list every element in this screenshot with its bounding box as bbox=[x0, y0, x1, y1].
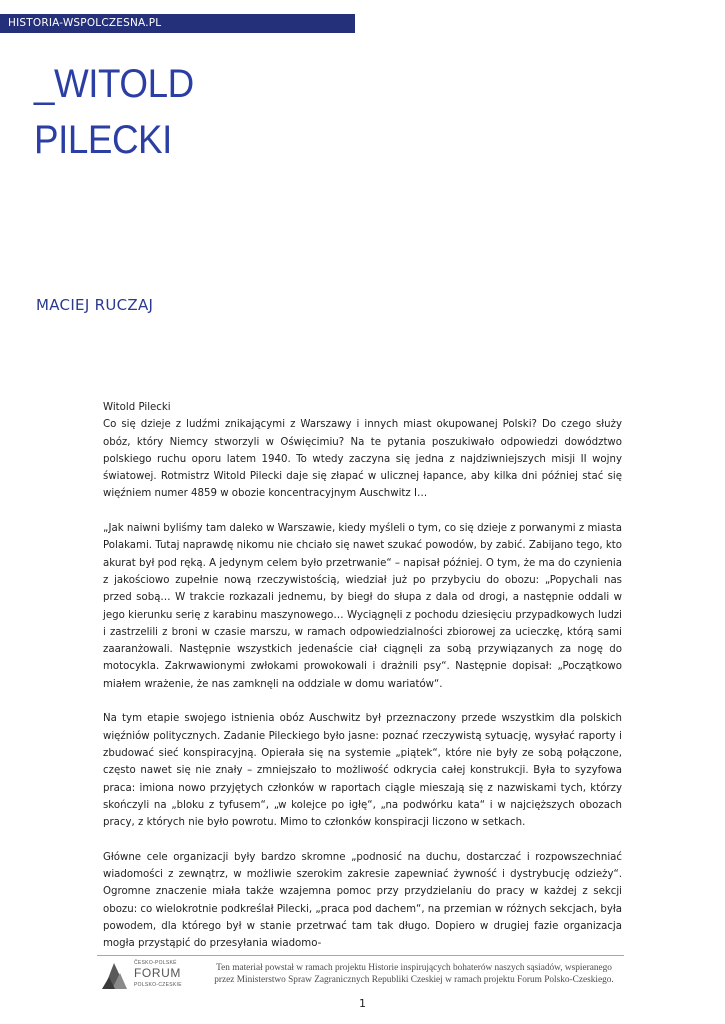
logo-text-polish: POLSKO-CZESKIE bbox=[134, 982, 182, 988]
paragraph-1: Co się dzieje z ludźmi znikającymi z Warszawy i innych miast okupowanej Polski? Do czego służy obóz, który Niemcy stworzyli w Oświęcimiu? Na te pytania poszukiwało odpowiedzi dowództwo polskiego ruchu oporu latem 1940. To wtedy zaczyna się jedna z najdziwniejszych misji II wojny światowej. Rotmistrz Witold Pilecki daje się złapać w ulicznej łapance, aby kilka dni później stać się więźniem numer 4859 w obozie koncentracyjnym Auschwitz I… bbox=[103, 419, 622, 500]
article-title-line-2: PILECKI bbox=[34, 118, 172, 162]
article-body bbox=[103, 399, 622, 953]
paragraph-3: Na tym etapie swojego istnienia obóz Auschwitz był przeznaczony przede wszystkim dla polskich więźniów politycznych. Zadanie Pileckiego było jasne: poznać rzeczywistą sytuację, wysyłać raporty i zbudować sieć konspiracyjną. Opierała się na systemie „piątek“, które nie były ze sobą połączone, często nawet się nie znały – zmniejszało to możliwość odkrycia całej konstrukcji. Była to syzyfowa praca: imiona nowo przyjętych członków w raportach ciągle mieszają się z nazwiskami tych, którzy skończyli na „bloku z tyfusem“, „w kolejce po igłę“, „na podwórku kata“ i w najcięższych obozach pracy, z których nie było powrotu. Mimo to członków konspiracji liczono w setkach. bbox=[103, 713, 622, 829]
author-name: MACIEJ RUCZAJ bbox=[36, 296, 154, 314]
forum-logo bbox=[102, 959, 202, 993]
footer-note-line-1: Ten materiał powstał w ramach projektu Historie inspirujących bohaterów naszych sąsiadów, wspieranego bbox=[216, 963, 612, 973]
paragraph-4: Główne cele organizacji były bardzo skromne „podnosić na duchu, dostarczać i rozpowszechniać wiadomości z zewnątrz, w możliwie szerokim zakresie zapewniać żywność i dystrybucję odzieży“. Ogromne znaczenie miała także wzajemna pomoc przy przydzielaniu do pracy w każdej z sekcji obozu: co wielokrotnie podkreślał Pilecki, „praca pod dachem“, na przemian w różnych sekcjach, była powodem, dla którego był w stanie przetrwać tam tak długo. Dopiero w drugiej fazie organizacja mogła przystąpić do przesyłania wiadomo- bbox=[103, 851, 622, 950]
paragraph-2: „Jak naiwni byliśmy tam daleko w Warszawie, kiedy myśleli o tym, co się dzieje z porwanymi z miasta Polakami. Tutaj naprawdę nikomu nie chciało się nawet szukać powodów, by zabić. Zabijano tego, kto akurat był pod ręką. A jedynym celem było przetrwanie“ – napisał później. O tym, że ma do czynienia z jakościowo zupełnie nową rzeczywistością, wiedział już po przybyciu do obozu: „Popychali nas przed sobą… W trakcie rozkazali jednemu, by biegł do słupa z dala od drogi, a następnie oddali w jego kierunku serię z karabinu maszynowego… Wyciągnęli z pochodu dziesięciu przypadkowych ludzi i zastrzelili z broni w czasie marszu, w ramach odpowiedzialności zbiorowej za ucieczkę, którą sami zaaranżowali. Następnie wszystkich jedenaście ciał ciągnęli za sobą przywiązanych za nogę do motocykla. Zakrwawionymi zwłokami prowokowali i drażnili psy“. Następnie dopisał: „Początkowo miałem wrażenie, że nas zamknęli na oddziale w domu wariatów“. bbox=[103, 523, 622, 690]
article-subheading: Witold Pilecki bbox=[103, 402, 171, 413]
site-banner[interactable]: HISTORIA-WSPOLCZESNA.PL bbox=[0, 14, 355, 33]
forum-logo-icon bbox=[102, 961, 128, 991]
page-number: 1 bbox=[359, 997, 366, 1010]
footer-divider bbox=[97, 955, 624, 956]
logo-text-czech: ČESKO-POLSKÉ bbox=[134, 960, 177, 966]
article-title bbox=[34, 56, 194, 168]
footer-note bbox=[205, 962, 623, 986]
logo-text-forum: FORUM bbox=[134, 966, 181, 980]
article-title-line-1: _WITOLD bbox=[34, 62, 194, 106]
footer-note-line-2: przez Ministerstwo Spraw Zagranicznych Republiki Czeskiej w ramach projektu Forum Polsko-Czeskiego. bbox=[214, 975, 614, 985]
